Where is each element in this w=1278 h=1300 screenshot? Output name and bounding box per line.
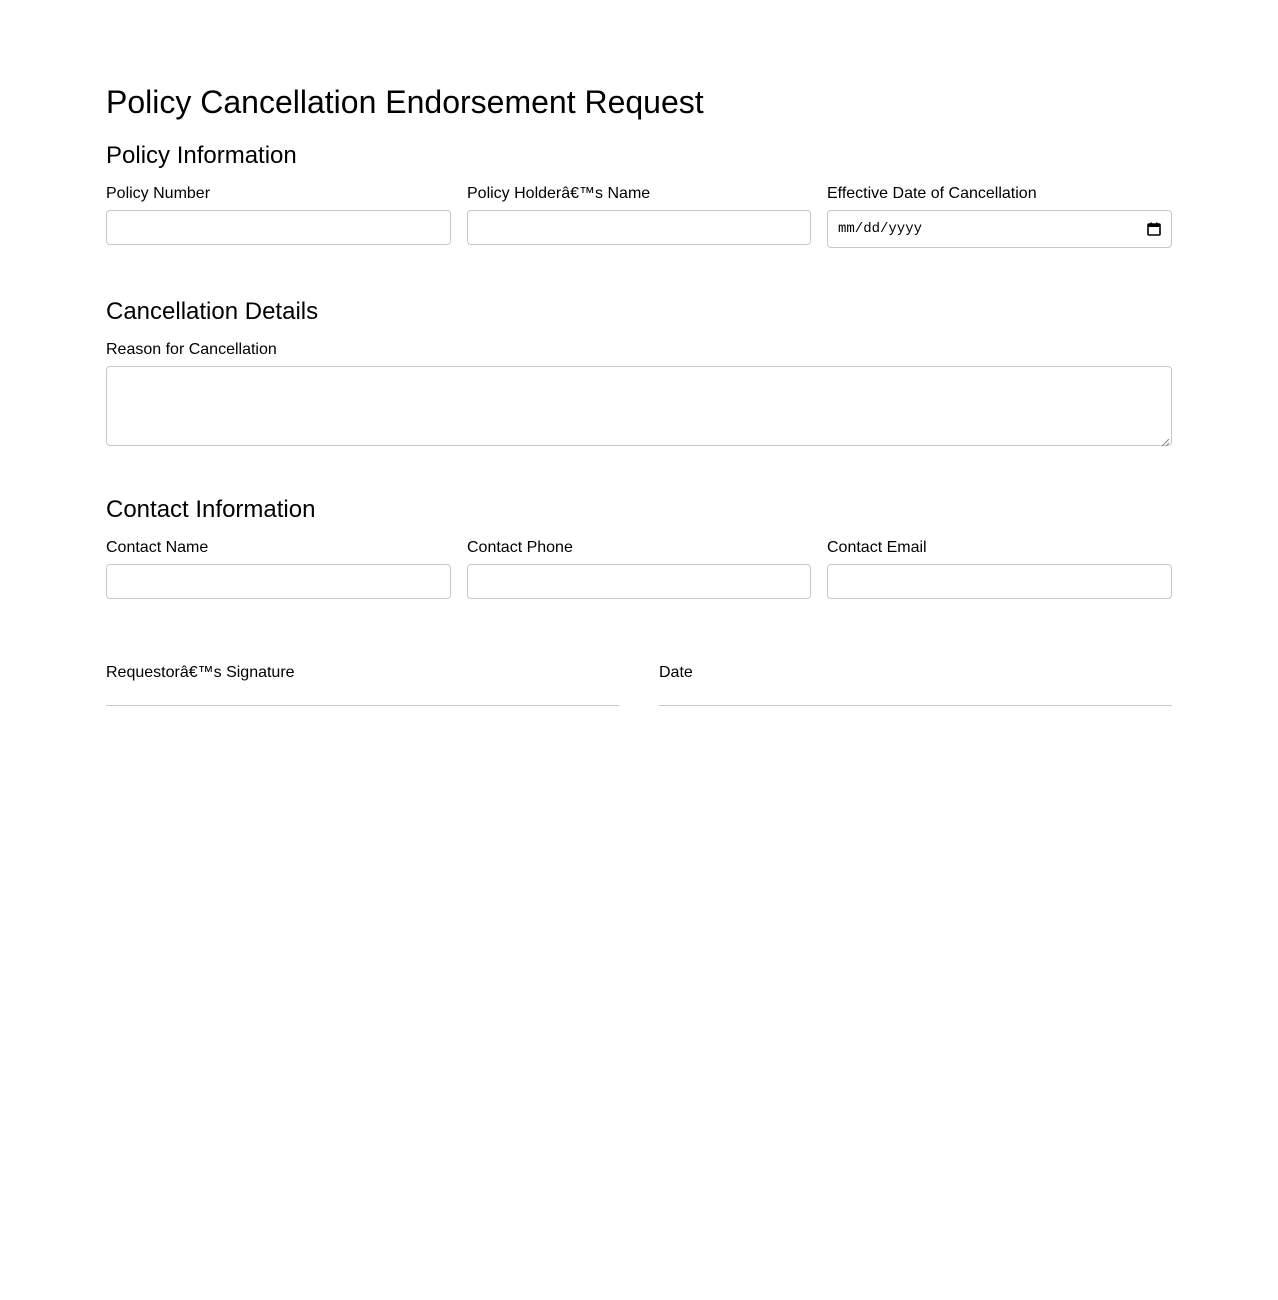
effective-date-field [827,184,1172,248]
contact-name-field [106,538,451,599]
signature-date-line[interactable] [659,705,1172,706]
contact-phone-field [467,538,811,599]
policy-number-field [106,184,451,248]
contact-name-input[interactable] [106,564,451,599]
contact-name-label: Contact Name [106,539,209,556]
reason-textarea-wrapper [106,366,1172,446]
signature-block [106,663,619,706]
signature-line[interactable] [106,705,619,706]
signature-date-block [659,663,1172,706]
contact-information-heading: Contact Information [106,496,316,523]
contact-email-input[interactable] [827,564,1172,599]
effective-date-input[interactable] [827,210,1172,248]
policy-holder-name-label: Policy Holderâ€™s Name [467,185,651,202]
signature-section [106,663,1172,706]
contact-email-label: Contact Email [827,539,927,556]
signature-label: Requestorâ€™s Signature [106,664,295,681]
policy-holder-name-field [467,184,811,248]
policy-holder-name-input[interactable] [467,210,811,245]
contact-email-field [827,538,1172,599]
calendar-icon[interactable] [1147,222,1161,236]
form-page [106,0,1172,706]
reason-field [106,340,1172,446]
contact-phone-input[interactable] [467,564,811,599]
effective-date-label: Effective Date of Cancellation [827,185,1037,202]
contact-phone-label: Contact Phone [467,539,573,556]
signature-date-label: Date [659,664,693,681]
policy-fields-row [106,184,1172,248]
cancellation-details-heading: Cancellation Details [106,298,319,325]
policy-number-label: Policy Number [106,185,211,202]
policy-information-heading: Policy Information [106,142,297,169]
reason-label: Reason for Cancellation [106,341,277,358]
contact-information-section [106,496,1172,599]
reason-textarea[interactable] [106,366,1172,446]
page-title: Policy Cancellation Endorsement Request [106,84,704,120]
policy-number-input[interactable] [106,210,451,245]
contact-fields-row [106,538,1172,599]
resize-grip-icon[interactable] [1160,434,1170,444]
policy-information-section [106,142,1172,248]
cancellation-details-section [106,298,1172,446]
effective-date-placeholder: mm/dd/yyyy [838,221,923,237]
